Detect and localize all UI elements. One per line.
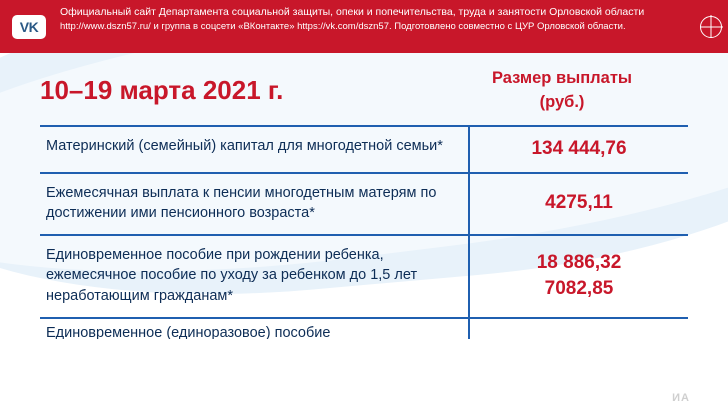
vk-icon: VK — [12, 15, 46, 39]
content-area — [0, 53, 728, 410]
globe-icon — [700, 16, 722, 38]
table-row — [40, 234, 688, 317]
table-row — [40, 125, 688, 172]
benefit-amount-primary: 134 444,76 — [531, 138, 627, 159]
banner-text — [58, 0, 694, 53]
benefit-amount — [468, 236, 688, 317]
benefit-amount-secondary: 7082,85 — [544, 277, 614, 299]
amount-column-units: (руб.) — [539, 92, 585, 111]
benefit-name: Ежемесячная выплата к пенсии многодетным матерям по достижении ими пенсионного возраста* — [46, 184, 437, 222]
amount-column-title: Размер выплаты — [491, 69, 633, 87]
benefit-amount — [468, 319, 688, 339]
banner-line-1: Официальный сайт Департамента социальной защиты, опеки и попечительства, труда и занятости Орловской области — [60, 6, 645, 18]
table-row — [40, 172, 688, 234]
benefit-amount — [468, 174, 688, 234]
banner-right-icons — [694, 0, 728, 53]
banner-line-2: http://www.dszn57.ru/ и группа в соцсети «ВКонтакте» https://vk.com/dszn57. Подготовлено совместно с ЦУР Орловской области. — [60, 21, 626, 33]
benefits-table — [40, 125, 688, 339]
watermark: ИА — [672, 392, 690, 404]
period-title: 10–19 марта 2021 г. — [40, 75, 284, 105]
top-banner — [0, 0, 728, 53]
benefit-amount — [468, 127, 688, 172]
table-row — [40, 317, 688, 339]
benefit-name: Единовременное пособие при рождении ребенка, ежемесячное пособие по уходу за ребенком до 1,5 лет неработающим гражданам* — [46, 246, 418, 304]
benefit-name: Единовременное (единоразовое) пособие — [46, 324, 331, 339]
vk-logo — [0, 0, 58, 53]
amount-column-header — [442, 67, 682, 115]
benefit-amount-primary: 18 886,32 — [536, 252, 622, 274]
benefit-amount-primary: 4275,11 — [545, 192, 613, 214]
benefit-name: Материнский (семейный) капитал для многодетной семьи* — [46, 138, 443, 154]
table-header — [40, 67, 688, 119]
